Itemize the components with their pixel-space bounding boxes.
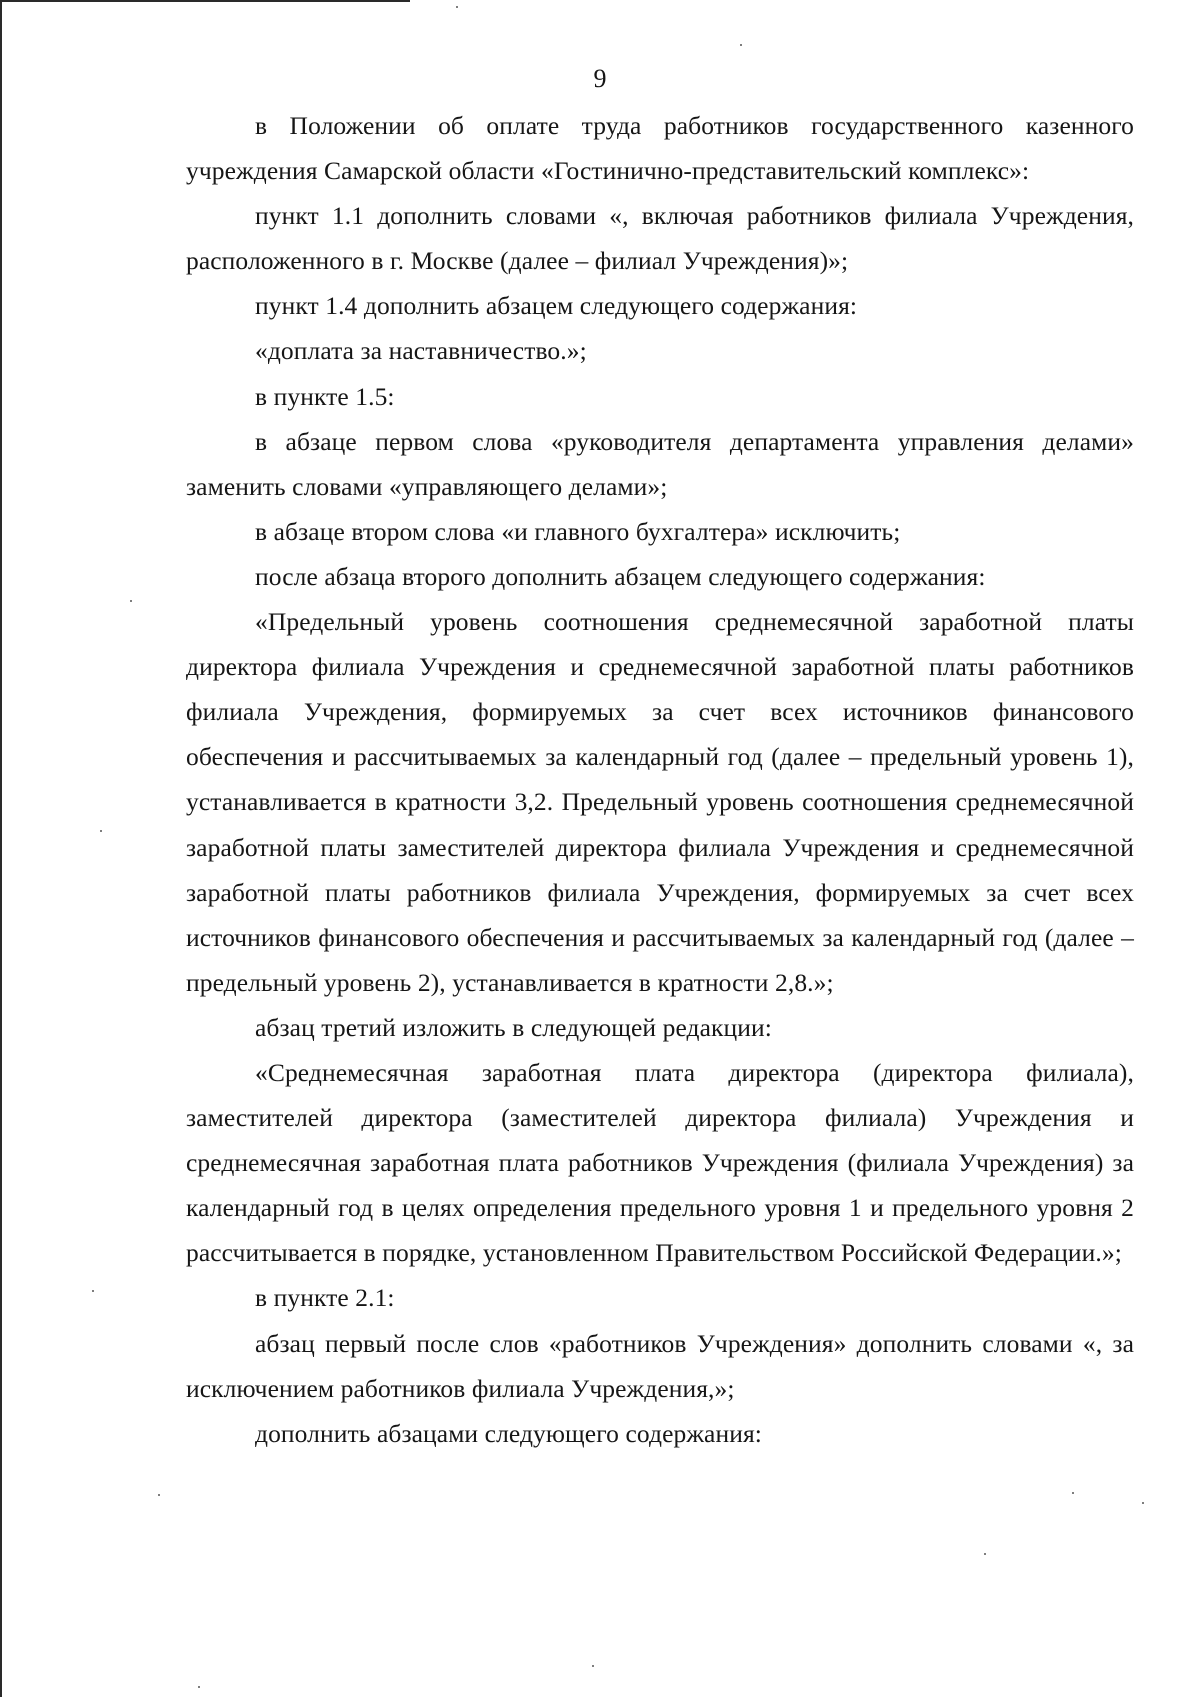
- scan-border-left: [0, 0, 2, 1697]
- paragraph: в абзаце втором слова «и главного бухгалтера» исключить;: [255, 516, 901, 546]
- scan-speck: [130, 600, 132, 602]
- scan-speck: [1072, 1492, 1074, 1494]
- scan-border-top: [0, 0, 410, 2]
- scan-speck: [100, 830, 102, 832]
- scan-speck: [456, 6, 458, 8]
- scan-speck: [1142, 1502, 1144, 1504]
- paragraph: в Положении об оплате труда работников государственного казенного учреждения Самарской области «Гостинично-представительский комплекс»:: [186, 111, 1134, 186]
- paragraph: «Среднемесячная заработная плата директора (директора филиала), заместителей директора (заместителей директора филиала) Учреждения и среднемесячная заработная плата работников Учреждения (филиала Учреждения) за календарный год в целях определения предельного уровня 1 и предельного уровня 2 рассчитывается в порядке, установленном Правительством Российской Федерации.»;: [186, 1057, 1134, 1268]
- document-body: [186, 103, 1134, 1456]
- paragraph: в пункте 1.5:: [255, 381, 395, 411]
- page-number: 9: [593, 64, 607, 93]
- scan-speck: [92, 1290, 94, 1292]
- paragraph: дополнить абзацами следующего содержания:: [255, 1418, 762, 1448]
- paragraph: «доплата за наставничество.»;: [255, 336, 587, 366]
- paragraph: пункт 1.4 дополнить абзацем следующего содержания:: [255, 291, 858, 321]
- paragraph: абзац третий изложить в следующей редакции:: [255, 1012, 772, 1042]
- scan-speck: [740, 44, 742, 46]
- scan-speck: [984, 1553, 986, 1555]
- scan-speck: [592, 1665, 594, 1667]
- paragraph: после абзаца второго дополнить абзацем следующего содержания:: [255, 561, 986, 591]
- scan-speck: [198, 1686, 200, 1688]
- paragraph: абзац первый после слов «работников Учреждения» дополнить словами «, за исключением работников филиала Учреждения,»;: [186, 1328, 1134, 1403]
- scan-speck: [158, 1494, 160, 1496]
- paragraph: в пункте 2.1:: [255, 1283, 395, 1313]
- paragraph: «Предельный уровень соотношения среднемесячной заработной платы директора филиала Учреждения и среднемесячной заработной платы работников филиала Учреждения, формируемых за счет всех источников финансового обеспечения и рассчитываемых за календарный год (далее – предельный уровень 1), устанавливается в кратности 3,2. Предельный уровень соотношения среднемесячной заработной платы заместителей директора филиала Учреждения и среднемесячной заработной платы работников филиала Учреждения, формируемых за счет всех источников финансового обеспечения и рассчитываемых за календарный год (далее – предельный уровень 2), устанавливается в кратности 2,8.»;: [186, 607, 1134, 997]
- paragraph: в абзаце первом слова «руководителя департамента управления делами» заменить словами «управляющего делами»;: [186, 426, 1134, 501]
- paragraph: пункт 1.1 дополнить словами «, включая работников филиала Учреждения, расположенного в г. Москве (далее – филиал Учреждения)»;: [186, 201, 1134, 276]
